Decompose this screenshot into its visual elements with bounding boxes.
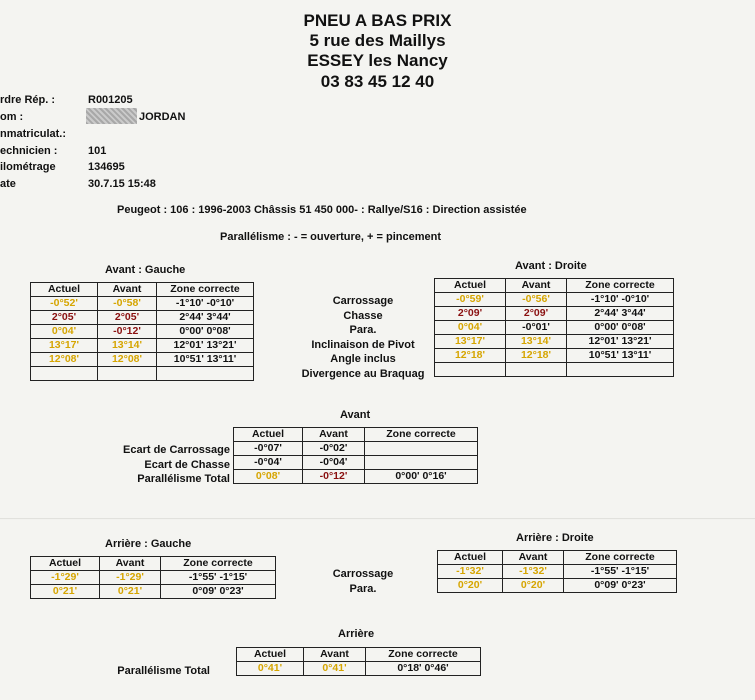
cell: 0°09' 0°23': [564, 579, 677, 593]
table-row: [31, 297, 254, 311]
label-inclinaison: Inclinaison de Pivot: [311, 338, 415, 351]
cell: -0°52': [31, 297, 98, 311]
cell: 0°04': [435, 321, 506, 335]
col-actual: Actuel: [234, 428, 303, 442]
table-row: [234, 470, 478, 484]
cell: 13°17': [435, 335, 506, 349]
rear-right-table: [437, 550, 677, 593]
rear-axle-title: Arrière: [338, 628, 375, 640]
table-header-row: [31, 283, 254, 297]
table-row: [234, 456, 478, 470]
cell: 13°14': [98, 339, 157, 353]
front-left-title: Avant : Gauche: [105, 264, 186, 276]
col-actual: Actuel: [435, 279, 506, 293]
shop-city: ESSEY les Nancy: [307, 51, 448, 70]
cell: 0°21': [100, 585, 161, 599]
col-avant: Avant: [503, 551, 564, 565]
rear-axle-table: [236, 647, 481, 676]
info-label-plate: nmatriculat.:: [0, 128, 67, 140]
table-row: [234, 442, 478, 456]
cell: 2°05': [31, 311, 98, 325]
table-row: [438, 579, 677, 593]
cell: -0°01': [506, 321, 567, 335]
redacted-name: [86, 108, 137, 124]
rear-left-table: [30, 556, 276, 599]
front-right-title: Avant : Droite: [515, 260, 587, 272]
label-carrossage: Carrossage: [332, 295, 394, 307]
cell: 2°05': [98, 311, 157, 325]
cell: 2°09': [506, 307, 567, 321]
cell: 12°01' 13°21': [567, 335, 674, 349]
cell: -1°29': [100, 571, 161, 585]
cell: 12°08': [98, 353, 157, 367]
cell: [365, 442, 478, 456]
cell: [567, 363, 674, 377]
table-row: [31, 311, 254, 325]
cell: -0°12': [303, 470, 365, 484]
table-row: [435, 335, 674, 349]
shop-address: 5 rue des Maillys: [309, 31, 446, 50]
col-actual: Actuel: [237, 648, 304, 662]
cell: 0°20': [438, 579, 503, 593]
col-avant: Avant: [98, 283, 157, 297]
cell: 0°00' 0°16': [365, 470, 478, 484]
table-row: [31, 367, 254, 381]
front-labels: [288, 294, 438, 381]
cell: 0°20': [503, 579, 564, 593]
table-row: [435, 349, 674, 363]
info-label-technician: echnicien :: [0, 145, 58, 157]
rear-left-title: Arrière : Gauche: [105, 538, 192, 550]
front-right-table: [434, 278, 674, 377]
info-value-technician: 101: [88, 145, 107, 157]
table-header-row: [435, 279, 674, 293]
label-ecart-chasse: Ecart de Chasse: [144, 458, 230, 471]
cell: -0°04': [234, 456, 303, 470]
cell: 0°41': [237, 662, 304, 676]
cell: 10°51' 13°11': [157, 353, 254, 367]
cell: 12°01' 13°21': [157, 339, 254, 353]
cell: [31, 367, 98, 381]
cell: -1°10' -0°10': [567, 293, 674, 307]
table-row: [237, 662, 481, 676]
cell: 12°18': [506, 349, 567, 363]
cell: -1°32': [438, 565, 503, 579]
cell: 12°08': [31, 353, 98, 367]
table-row: [31, 353, 254, 367]
paper-fold: [0, 518, 755, 520]
cell: -0°04': [303, 456, 365, 470]
front-axle-table: [233, 427, 478, 484]
info-label-name: om :: [0, 111, 24, 123]
cell: -0°59': [435, 293, 506, 307]
table-row: [435, 307, 674, 321]
label-chasse: Chasse: [343, 309, 383, 322]
cell: 0°08': [234, 470, 303, 484]
info-value-name: JORDAN: [139, 111, 186, 123]
cell: 0°41': [304, 662, 366, 676]
vehicle-description: Peugeot : 106 : 1996-2003 Châssis 51 450 000- : Rallye/S16 : Direction assistée: [117, 204, 527, 216]
cell: -1°55' -1°15': [161, 571, 276, 585]
cell: 2°44' 3°44': [567, 307, 674, 321]
cell: -0°02': [303, 442, 365, 456]
cell: 0°09' 0°23': [161, 585, 276, 599]
label-ecart-carrossage: Ecart de Carrossage: [123, 444, 230, 456]
table-header-row: [237, 648, 481, 662]
table-row: [31, 585, 276, 599]
cell: 0°18' 0°46': [366, 662, 481, 676]
cell: [157, 367, 254, 381]
cell: 13°17': [31, 339, 98, 353]
table-header-row: [234, 428, 478, 442]
table-row: [435, 293, 674, 307]
col-zone: Zone correcte: [567, 279, 674, 293]
col-avant: Avant: [100, 557, 161, 571]
cell: -0°12': [98, 325, 157, 339]
info-label-mileage: ilométrage: [0, 161, 56, 173]
col-actual: Actuel: [31, 283, 98, 297]
rear-right-title: Arrière : Droite: [516, 532, 594, 544]
cell: 0°00' 0°08': [157, 325, 254, 339]
cell: 10°51' 13°11': [567, 349, 674, 363]
rear-labels: [318, 567, 408, 596]
rear-axle-label: Parallélisme Total: [117, 665, 210, 677]
col-actual: Actuel: [438, 551, 503, 565]
table-row: [435, 321, 674, 335]
label-divergence: Divergence au Braquag: [301, 367, 425, 380]
cell: 0°21': [31, 585, 100, 599]
col-avant: Avant: [303, 428, 365, 442]
cell: 12°18': [435, 349, 506, 363]
label-parallelisme-total: Parallélisme Total: [137, 473, 230, 485]
cell: 0°00' 0°08': [567, 321, 674, 335]
table-row: [31, 339, 254, 353]
cell: -0°07': [234, 442, 303, 456]
label-para: Para.: [349, 324, 377, 336]
front-axle-title: Avant: [340, 409, 371, 421]
table-row: [438, 565, 677, 579]
cell: 2°44' 3°44': [157, 311, 254, 325]
info-label-order: rdre Rép. :: [0, 94, 56, 106]
col-zone: Zone correcte: [157, 283, 254, 297]
cell: 13°14': [506, 335, 567, 349]
info-value-order: R001205: [88, 94, 133, 106]
col-avant: Avant: [304, 648, 366, 662]
cell: [98, 367, 157, 381]
table-row: [31, 571, 276, 585]
cell: [365, 456, 478, 470]
col-zone: Zone correcte: [365, 428, 478, 442]
col-zone: Zone correcte: [161, 557, 276, 571]
cell: [506, 363, 567, 377]
info-value-date: 30.7.15 15:48: [88, 178, 156, 190]
cell: -1°32': [503, 565, 564, 579]
front-left-table: [30, 282, 254, 381]
cell: 0°04': [31, 325, 98, 339]
cell: 2°09': [435, 307, 506, 321]
col-zone: Zone correcte: [564, 551, 677, 565]
label-angle-inclus: Angle inclus: [330, 353, 396, 365]
label-carrossage: Carrossage: [332, 568, 394, 580]
info-value-mileage: 134695: [88, 161, 125, 173]
front-axle-labels: [40, 443, 230, 487]
cell: -0°58': [98, 297, 157, 311]
info-label-date: ate: [0, 178, 16, 190]
col-actual: Actuel: [31, 557, 100, 571]
shop-name: PNEU A BAS PRIX: [303, 11, 452, 30]
table-header-row: [31, 557, 276, 571]
cell: -0°56': [506, 293, 567, 307]
cell: -1°10' -0°10': [157, 297, 254, 311]
cell: [435, 363, 506, 377]
table-row: [435, 363, 674, 377]
parallelism-note: Parallélisme : - = ouverture, + = pincement: [220, 231, 442, 243]
table-row: [31, 325, 254, 339]
label-para: Para.: [349, 582, 377, 595]
table-header-row: [438, 551, 677, 565]
cell: -1°29': [31, 571, 100, 585]
col-avant: Avant: [506, 279, 567, 293]
cell: -1°55' -1°15': [564, 565, 677, 579]
col-zone: Zone correcte: [366, 648, 481, 662]
shop-phone: 03 83 45 12 40: [320, 72, 435, 91]
